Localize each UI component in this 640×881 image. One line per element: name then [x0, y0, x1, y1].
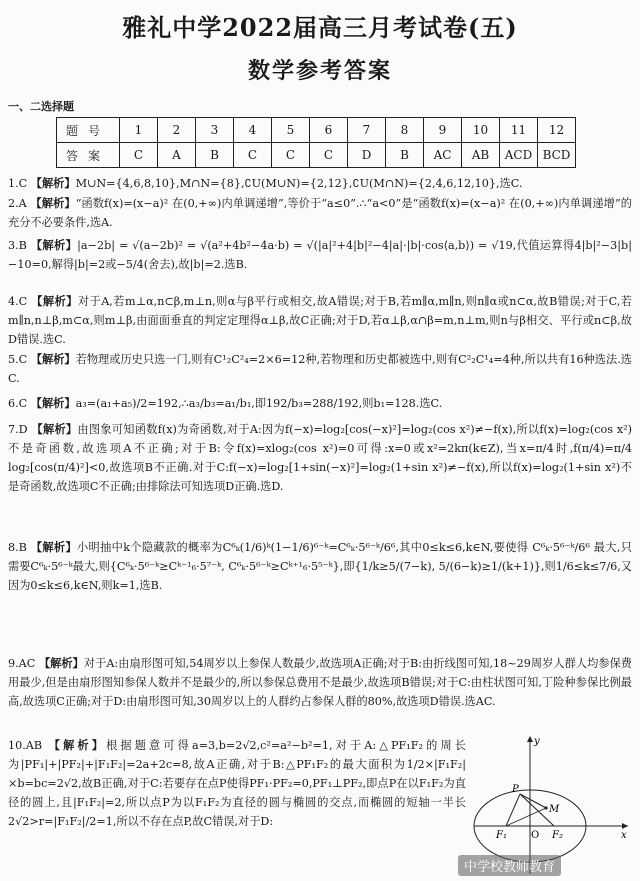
- analysis-tag: 【解析】: [38, 657, 84, 670]
- solution-5: [8, 350, 632, 388]
- solution-text: 对于A:由扇形图可知,54周岁以上参保人数最少,故选项A正确;对于B:由折线图可知,18~29周岁人群人均参保费用最少,但是由扇形图知参保人数并不是最少的,所以参保总费用不是最少,故选项B错误;对于C:由柱状图可知,丁险种参保比例最高,故选项C正确;对于D:由扇形图可知,30周岁以上的人群约占参保人群的80%,故选项D错误.选AC.: [8, 657, 632, 708]
- table-cell: 1: [120, 118, 158, 143]
- solution-10: [8, 736, 466, 831]
- table-cell: A: [158, 143, 196, 168]
- solution-text: 小明抽中k个隐藏款的概率为C⁶ₖ(1/6)ᵏ(1−1/6)⁶⁻ᵏ=C⁶ₖ·5⁶⁻ᵏ/6⁶,其中0≤k≤6,k∈N,要使得 C⁶ₖ·5⁶⁻ᵏ/6⁶ 最大,只需要C⁶ₖ·5⁶⁻ᵏ最大,则{C⁶ₖ·5⁶⁻ᵏ≥Cᵏ⁻¹₆·5⁷⁻ᵏ, C⁶ₖ·5⁶⁻ᵏ≥Cᵏ⁺¹₆·5⁵⁻ᵏ},即{1/k≥5/(7−k), 5/(6−k)≥1/(k+1)},则1/6≤k≤7/6,又因为0≤k≤6,k∈N,则k=1,选B.: [8, 541, 632, 592]
- answer-table: [56, 117, 576, 168]
- table-cell: AC: [424, 143, 462, 168]
- row-header-answer: 答案: [57, 143, 120, 168]
- table-cell: 7: [348, 118, 386, 143]
- table-cell: C: [310, 143, 348, 168]
- point-m: [544, 806, 547, 809]
- answer-key: 2.A: [8, 197, 27, 210]
- analysis-tag: 【解析】: [31, 295, 78, 308]
- solution-text: M∪N={4,6,8,10},M∩N={8},∁U(M∪N)={2,12},∁U(M∩N)={2,4,6,12,10},选C.: [75, 177, 523, 190]
- x-axis-arrow: [622, 823, 628, 829]
- table-cell: C: [272, 143, 310, 168]
- analysis-tag: 【解析】: [30, 239, 78, 252]
- table-cell: 3: [196, 118, 234, 143]
- analysis-tag: 【解析】: [30, 541, 78, 554]
- table-cell: BCD: [538, 143, 576, 168]
- solution-text: |a−2b| = √(a−2b)² = √(a²+4b²−4a·b) = √(|a|²+4|b|²−4|a|·|b|·cos⟨a,b⟩) = √19,代值运算得4|b|²−3|b|−10=0,解得|b|=2或−5/4(舍去),故|b|=2.选B.: [8, 239, 632, 271]
- page-title: 雅礼中学2022届高三月考试卷(五): [122, 13, 518, 42]
- analysis-tag: 【解析】: [30, 177, 76, 190]
- table-cell: AB: [462, 143, 500, 168]
- page-subtitle: 数学参考答案: [247, 58, 392, 84]
- table-cell: C: [120, 143, 158, 168]
- analysis-tag: 【解析】: [30, 353, 76, 366]
- table-cell: 10: [462, 118, 500, 143]
- label-x: x: [621, 830, 627, 841]
- analysis-tag: 【解析】: [30, 397, 76, 410]
- answer-key: 10.AB: [8, 739, 43, 752]
- table-cell: ACD: [500, 143, 538, 168]
- solution-text: “函数f(x)=(x−a)² 在(0,+∞)内单调递增”,等价于“a≤0”.∴“a<0”是“函数f(x)=(x−a)² 在(0,+∞)内单调递增”的充分不必要条件,选A.: [8, 197, 632, 229]
- solution-text: 由图象可知函数f(x)为奇函数,对于A:因为f(−x)=log₂[cos(−x)²]=log₂(cos x²)≠−f(x),所以f(x)=log₂(cos x²)不是奇函数,故选项A不正确;对于B:令f(x)=xlog₂(cos x²)=0可得:x=0或x²=2kπ(k∈Z),当x=π/4时,f(π/4)=π/4 log₂[cos(π/4)²]<0,故选项B不正确.对于C:f(−x)=log₂[1+sin(−x)²]=log₂(1+sin x²)≠−f(x),所以f(x)=log₂(1+sin x²)不是奇函数,故选项C不正确;由排除法可知选项D正确.选D.: [8, 423, 632, 493]
- label-o: O: [531, 830, 540, 841]
- table-cell: 11: [500, 118, 538, 143]
- section-heading: 一、二选择题: [8, 100, 74, 113]
- table-cell: 5: [272, 118, 310, 143]
- solution-text: 若物理或历史只选一门,则有C¹₂C²₄=2×6=12种,若物理和历史都被选中,则有C²₂C¹₄=4种,所以共有16种选法.选C.: [8, 353, 632, 385]
- label-m: M: [549, 804, 560, 815]
- label-f1: F₁: [496, 830, 507, 841]
- segment-f1m: [506, 808, 546, 826]
- solution-8: [8, 538, 632, 595]
- label-p: P: [512, 784, 519, 795]
- table-cell: D: [348, 143, 386, 168]
- solution-2: [8, 194, 632, 232]
- analysis-tag: 【解析】: [30, 197, 76, 210]
- watermark: 中学校教师教育: [458, 855, 561, 876]
- solution-7: [8, 420, 632, 496]
- table-row: [57, 118, 576, 143]
- table-cell: C: [234, 143, 272, 168]
- y-axis-arrow: [527, 736, 533, 742]
- label-f2: F₂: [552, 830, 563, 841]
- answer-key: 7.D: [8, 423, 28, 436]
- answer-key: 1.C: [8, 177, 28, 190]
- answer-key: 8.B: [8, 541, 27, 554]
- solution-4: [8, 292, 632, 349]
- label-y: y: [534, 736, 540, 747]
- table-cell: 4: [234, 118, 272, 143]
- solution-3: [8, 236, 632, 274]
- answer-key: 3.B: [8, 239, 27, 252]
- solution-text: a₃=(a₁+a₅)/2=192,∴a₃/b₃=a₁/b₁,即192/b₃=288/192,则b₁=128.选C.: [75, 397, 443, 410]
- analysis-tag: 【解析】: [31, 423, 78, 436]
- table-row: [57, 143, 576, 168]
- table-cell: B: [196, 143, 234, 168]
- segment-pf1: [506, 794, 520, 826]
- solution-text: 对于A,若m⊥α,n⊂β,m⊥n,则α与β平行或相交,故A错误;对于B,若m∥α,m∥n,则n∥α或n⊂α,故B错误;对于C,若m∥n,n⊥β,m⊂α,则m⊥β,由面面垂直的判定定理得α⊥β,故C正确;对于D,若α⊥β,α∩β=m,n⊥m,则n与β相交、平行或n⊂β,故D错误.选C.: [8, 295, 632, 346]
- answer-key: 9.AC: [8, 657, 36, 670]
- answer-key: 4.C: [8, 295, 28, 308]
- analysis-tag: 【解析】: [48, 739, 107, 752]
- solution-9: [8, 654, 632, 711]
- table-cell: 2: [158, 118, 196, 143]
- solution-6: [8, 394, 632, 413]
- table-cell: 8: [386, 118, 424, 143]
- solution-text: 根据题意可得a=3,b=2√2,c²=a²−b²=1,对于A:△PF₁F₂的周长为|PF₁|+|PF₂|+|F₁F₂|=2a+2c=8,故A正确,对于B:△PF₁F₂的最大面积为1/2×|F₁F₂|×b=bc=2√2,故B正确,对于C:若要存在点P使得PF₁·PF₂=0,PF₁⊥PF₂,即点P在以F₁F₂为直径的圆上,且|F₁F₂|=2,所以点P为以F₁F₂为直径的圆与椭圆的交点,而椭圆的短轴一半长2√2>r=|F₁F₂|/2=1,所以不存在点P,故C错误,对于D:: [8, 739, 466, 828]
- table-cell: B: [386, 143, 424, 168]
- solution-1: [8, 174, 632, 193]
- answer-key: 5.C: [8, 353, 28, 366]
- answer-key: 6.C: [8, 397, 28, 410]
- table-cell: 12: [538, 118, 576, 143]
- table-cell: 6: [310, 118, 348, 143]
- row-header-number: 题号: [57, 118, 120, 143]
- table-cell: 9: [424, 118, 462, 143]
